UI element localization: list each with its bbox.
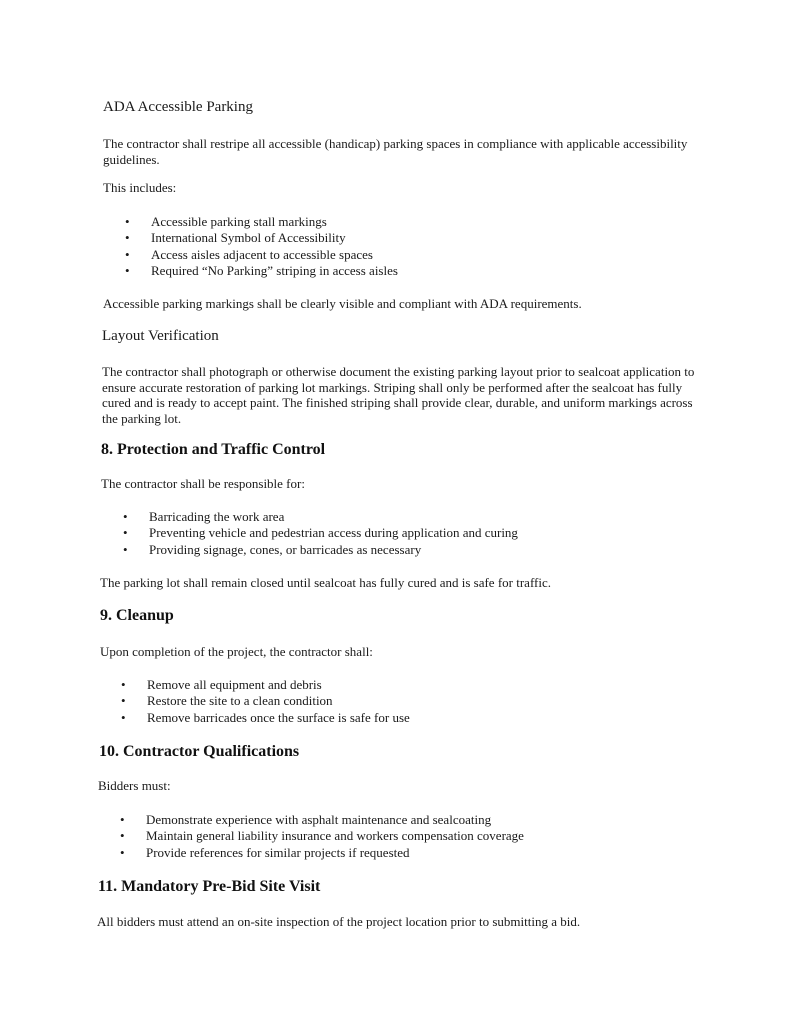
list-item [103,247,703,263]
section-11-heading: 11. Mandatory Pre-Bid Site Visit [98,878,321,895]
list-item-text: International Symbol of Accessibility [151,230,346,246]
section-10-item-list [98,812,718,861]
list-item [99,693,699,709]
section-10-intro: Bidders must: [98,778,171,793]
list-item-text: Remove all equipment and debris [147,677,322,692]
list-item [101,542,701,558]
list-item-text: Remove barricades once the surface is safe for use [147,709,410,725]
list-item-text: Maintain general liability insurance and workers compensation coverage [146,828,524,844]
layout-paragraph: The contractor shall photograph or otherwise document the existing parking layout prior to sealcoat application to ensure accurate restoration of parking lot markings. Striping shall only be performed after the sealcoat has fully cured and is ready to accept paint. The finished striping shall provide clear, durable, and uniform markings across the parking lot. [102,364,695,426]
bullet-icon: • [121,693,126,709]
list-item-text: Preventing vehicle and pedestrian access during application and curing [149,525,518,541]
bullet-icon: • [125,214,130,229]
list-item-text: Access aisles adjacent to accessible spaces [151,246,373,262]
section-8-item-list [101,509,701,558]
ada-includes-label: This includes: [103,180,177,195]
list-item [98,812,718,828]
list-item-text: Providing signage, cones, or barricades as necessary [149,541,422,557]
bullet-icon: • [125,246,130,262]
list-item-text: Accessible parking stall markings [151,214,327,229]
bullet-icon: • [123,509,128,524]
list-item-text: Demonstrate experience with asphalt maintenance and sealcoating [146,812,492,827]
section-10-heading: 10. Contractor Qualifications [99,743,300,760]
ada-intro-paragraph: The contractor shall restripe all accessible (handicap) parking spaces in compliance with applicable accessibility guidelines. [103,136,688,167]
list-item-text: Required “No Parking” striping in access aisles [151,262,398,278]
section-9-item-list [99,677,699,726]
list-item [103,263,703,279]
list-item [98,845,718,861]
list-item [99,710,699,726]
bullet-icon: • [125,262,130,278]
bullet-icon: • [123,541,128,557]
layout-heading: Layout Verification [102,328,219,344]
list-item [98,828,718,844]
list-item-text: Provide references for similar projects if requested [146,844,410,860]
section-9-intro: Upon completion of the project, the contractor shall: [100,644,373,659]
ada-heading: ADA Accessible Parking [103,99,253,115]
list-item-text: Restore the site to a clean condition [147,693,333,709]
section-9-heading: 9. Cleanup [100,607,174,624]
bullet-icon: • [121,709,126,725]
list-item [101,525,701,541]
section-8-heading: 8. Protection and Traffic Control [101,441,326,458]
list-item [103,214,703,230]
ada-closing-paragraph: Accessible parking markings shall be clearly visible and compliant with ADA requirements. [103,296,582,311]
bullet-icon: • [125,230,130,246]
bullet-icon: • [120,844,125,860]
section-11-paragraph: All bidders must attend an on-site inspection of the project location prior to submitting a bid. [97,914,581,929]
bullet-icon: • [120,812,125,827]
list-item [103,230,703,246]
bullet-icon: • [123,525,128,541]
list-item-text: Barricading the work area [149,509,285,524]
bullet-icon: • [121,677,126,692]
section-8-intro: The contractor shall be responsible for: [101,476,305,491]
list-item [99,677,699,693]
bullet-icon: • [120,828,125,844]
list-item [101,509,701,525]
section-8-closing: The parking lot shall remain closed until sealcoat has fully cured and is safe for traffic. [100,575,551,590]
ada-item-list [103,214,703,279]
